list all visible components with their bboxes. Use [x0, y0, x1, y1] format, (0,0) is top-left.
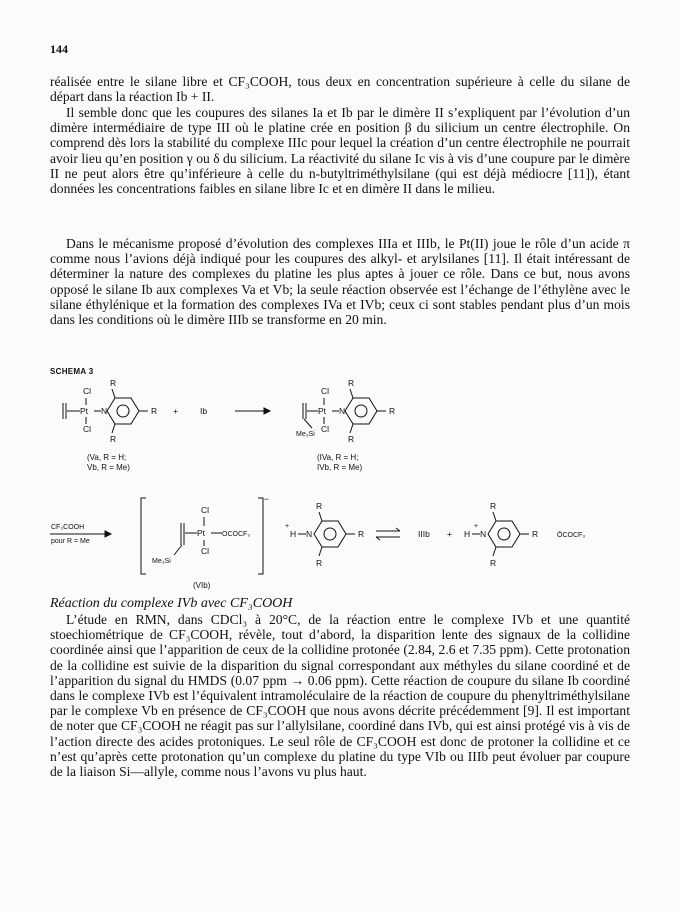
trifluoroacetate-anion: ŌCOCF₃	[557, 532, 586, 539]
reagent-label-top: CF₃COOH	[51, 524, 85, 531]
n-label: N	[101, 406, 108, 416]
pt-label: Pt	[80, 406, 89, 416]
product-iiib: IIIb	[418, 529, 430, 539]
paragraph-nmr-study: L’étude en RMN, dans CDCl₃ à 20°C, de la réaction entre le complexe IVb et une quantité stoechiométrique de CF₃COOH, révèle, tout d’abord, la disparition lente des signaux de la collidine coordinée ainsi que l’apparition de ceux de la collidine protonée (2.84, 2.6 et 7.35 ppm). Cette protonation de la collidine est suivie de la disparition du signal correspondant aux méthyles du silane coordiné et de l’apparition du signal du HMDS (0.07 ppm → 0.06 ppm). Cette réaction de coupure du silane Ib coordiné dans le complexe IVb est l’équivalent intramoléculaire de la réaction de coupure du phenyltriméthylsilane par le complexe Vb en présence de CF₃COOH que nous avons décrite précédemment [9]. Il est important de noter que CF₃COOH ne réagit pas sur l’allylsilane, coordiné dans IVb, qui est ainsi protégé vis à vis de l’action directe des acides protoniques. Le seul rôle de CF₃COOH est donc de protoner la collidine et ce n’est qu’après cette protonation qu’un complexe du platine du type VIb ou IIIb peut évoluer par coupure de la liaison Si—allyle, comme nous l’avons vu plus haut.	[50, 612, 630, 780]
r-label: R	[490, 558, 497, 568]
r-label: R	[532, 529, 539, 539]
pt-label: Pt	[197, 528, 206, 538]
r-label: R	[358, 529, 365, 539]
r-label: R	[389, 406, 396, 416]
arrowhead-icon	[264, 408, 270, 414]
bracket-right	[258, 498, 263, 574]
r-label: R	[348, 434, 355, 444]
paragraph-silane-cleavage: Il semble donc que les coupures des silanes Ia et Ib par le dimère II s’expliquent par l’évolution d’un dimère intermédiaire de type III où le platine crée en position β du silicium un centre électrophile. On comprend dès lors la stabilité du complexe IIIc pour lequel la création d’un centre électrophile ne pourrait avoir lieu qu’en position γ ou δ du silicium. La réactivité du silane Ic vis à vis d’une coupure par le dimère II ne peut alors être qu’inférieure à celle du n-butyltriméthylsilane (qui est déjà médiocre [11]), étant données les concentrations faibles en silane libre Ic et en dimère II dans le milieu.	[50, 105, 630, 197]
section-heading: Réaction du complexe IVb avec CF₃COOH	[50, 596, 293, 611]
n-label: N	[306, 529, 313, 539]
cl-label: Cl	[201, 546, 210, 556]
cl-label: Cl	[83, 424, 92, 434]
r-label: R	[316, 558, 323, 568]
caption-v-line2: Vb, R = Me)	[87, 463, 130, 472]
r-label: R	[151, 406, 158, 416]
r-label: R	[348, 378, 355, 388]
h-label: H	[290, 529, 297, 539]
n-label: N	[480, 529, 487, 539]
r-label: R	[110, 378, 117, 388]
equilibrium-arrow	[376, 528, 400, 540]
reagent-label-bottom: pour R = Me	[51, 538, 90, 545]
charge-minus: −	[264, 494, 269, 504]
plus-sign: +	[173, 406, 178, 416]
plus-sign: +	[447, 529, 452, 539]
paragraph-continued: réalisée entre le silane libre et CF₃COOH, tous deux en concentration supérieure à celle du silane de départ dans la réaction Ib + II.	[50, 74, 630, 105]
r-label: R	[316, 501, 323, 511]
r-label: R	[490, 501, 497, 511]
caption-iv-line2: IVb, R = Me)	[317, 463, 363, 472]
me3si-label: Me₃Si	[152, 558, 171, 565]
caption-iv-line1: (IVa, R = H;	[317, 453, 359, 462]
cl-label: Cl	[321, 386, 330, 396]
n-label: N	[339, 406, 346, 416]
me3si-label: Me₃Si	[296, 431, 315, 438]
caption-vi: (VIb)	[193, 581, 211, 590]
reagent-ib: Ib	[200, 406, 208, 416]
charge-plus: +	[285, 523, 290, 530]
arrowhead-icon	[105, 531, 111, 537]
page-number: 144	[50, 42, 68, 56]
cl-label: Cl	[201, 505, 210, 515]
caption-v-line1: (Va, R = H;	[87, 453, 127, 462]
h-label: H	[464, 529, 471, 539]
schema-title: SCHEMA 3	[50, 367, 94, 376]
cl-label: Cl	[321, 424, 330, 434]
r-label: R	[110, 434, 117, 444]
ococf3-label: OCOCF₃	[222, 531, 251, 538]
cl-label: Cl	[83, 386, 92, 396]
charge-plus: +	[474, 523, 479, 530]
paragraph-mechanism: Dans le mécanisme proposé d’évolution des complexes IIIa et IIIb, le Pt(II) joue le rôle d’un acide π comme nous l’avions déjà indiqué pour les coupures des alkyl- et arylsilanes [11]. Il était intéressant de déterminer la nature des complexes du platine les plus aptes à jouer ce rôle. Dans ce but, nous avons opposé le silane Ib aux complexes Va et Vb; la seule réaction observée est l’échange de l’éthylène avec le silane éthylénique et la formation des complexes IVa et IVb; ceux ci sont stables pendant plus d’un mois dans les conditions où le dimère IIIb se transforme en 20 min.	[50, 236, 630, 328]
pt-label: Pt	[318, 406, 327, 416]
bracket-left	[141, 498, 146, 574]
